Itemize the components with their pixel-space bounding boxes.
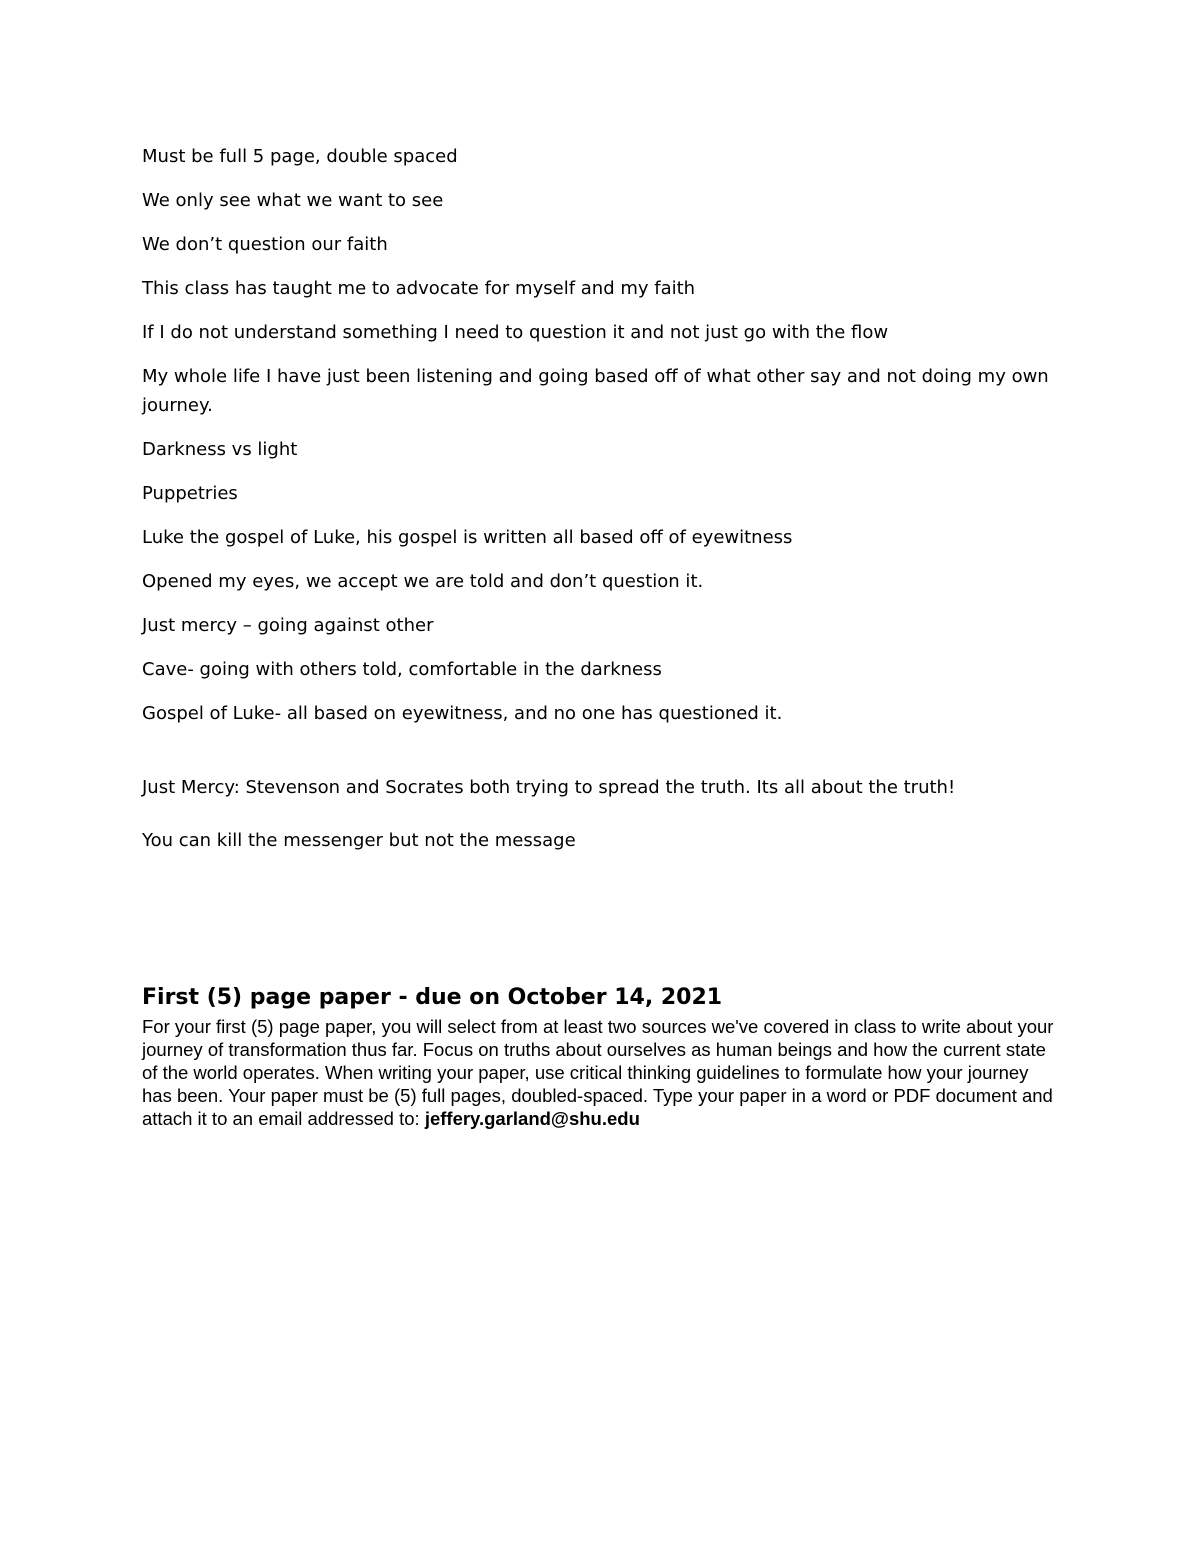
note-line: Just Mercy: Stevenson and Socrates both trying to spread the truth. Its all about the truth! [142, 777, 956, 798]
note-line: Gospel of Luke- all based on eyewitness, and no one has questioned it. [142, 703, 783, 724]
note-line: Darkness vs light [142, 439, 298, 460]
note-line: We only see what we want to see [142, 190, 444, 211]
note-line: Cave- going with others told, comfortable in the darkness [142, 659, 662, 680]
note-line: If I do not understand something I need to question it and not just go with the flow [142, 322, 889, 343]
instructor-email: jeffery.garland@shu.edu [424, 1108, 640, 1129]
note-line: Must be full 5 page, double spaced [142, 146, 458, 167]
assignment-section [142, 983, 1062, 1130]
note-line: We don’t question our faith [142, 234, 388, 255]
note-line: You can kill the messenger but not the message [142, 830, 576, 851]
note-line: Just mercy – going against other [142, 615, 434, 636]
notes-list [142, 142, 1062, 870]
note-line: This class has taught me to advocate for myself and my faith [142, 278, 696, 299]
assignment-title: First (5) page paper - due on October 14, 2021 [142, 985, 723, 1010]
note-line: Opened my eyes, we accept we are told and don’t question it. [142, 571, 704, 592]
note-line: Luke the gospel of Luke, his gospel is written all based off of eyewitness [142, 527, 793, 548]
assignment-body-text: For your first (5) page paper, you will select from at least two sources we've covered in class to write about your journey of transformation thus far. Focus on truths about ourselves as human beings and how the current state of the world operates. When writing your paper, use critical thinking guidelines to formulate how your journey has been. Your paper must be (5) full pages, doubled-spaced. Type your paper in a word or PDF document and attach it to an email addressed to: [142, 1016, 1054, 1129]
note-line: Puppetries [142, 483, 238, 504]
note-line: My whole life I have just been listening and going based off of what other say and not doing my own journey. [142, 366, 1049, 416]
assignment-description [142, 1015, 1062, 1130]
